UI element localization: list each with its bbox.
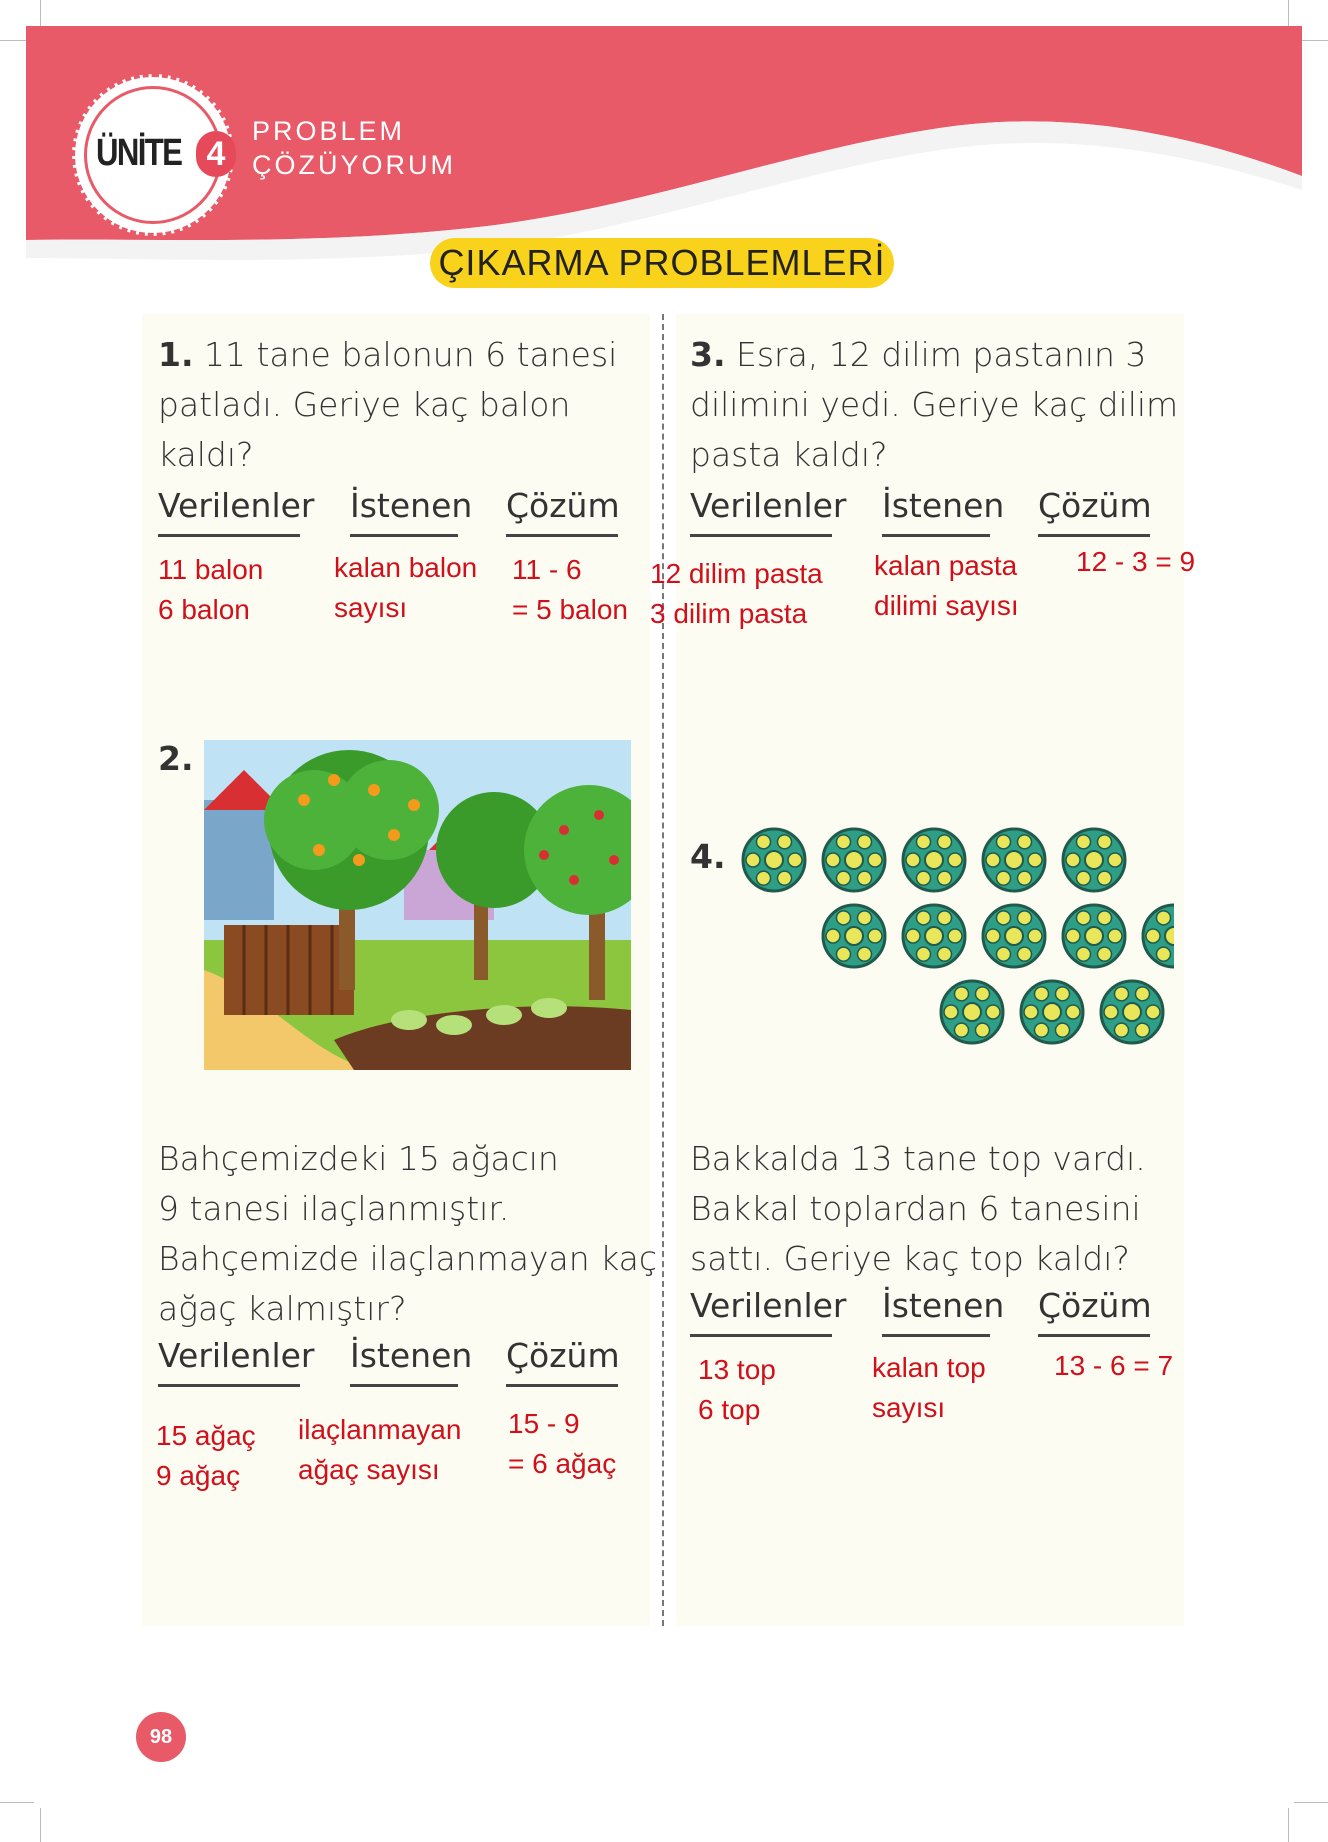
given-underline	[158, 534, 300, 537]
answer-line: ağaç sayısı	[298, 1454, 440, 1485]
asked-underline	[350, 534, 458, 537]
asked-header: İstenen	[882, 1286, 1005, 1325]
problem-4-number	[690, 832, 726, 882]
given-underline	[690, 534, 832, 537]
answer-line: = 6 ağaç	[508, 1448, 617, 1479]
ball-icon	[743, 829, 805, 891]
problem-line: dilimini yedi. Geriye kaç dilim	[690, 385, 1179, 424]
problem-number: 2.	[158, 739, 194, 778]
solution-underline	[1038, 534, 1150, 537]
given-underline	[690, 1334, 832, 1337]
answer-line: ilaçlanmayan	[298, 1414, 462, 1445]
problem-3-text	[690, 330, 1178, 480]
problem-line: 11 tane balonun 6 tanesi	[204, 335, 618, 374]
ball-icon	[1101, 981, 1163, 1043]
ball-icon	[903, 905, 965, 967]
answer-line: 13 top	[698, 1354, 776, 1385]
crop-mark	[40, 1808, 41, 1842]
ball-icon	[983, 829, 1045, 891]
solution-header: Çözüm	[1038, 1286, 1152, 1325]
ball-icon	[1063, 829, 1125, 891]
answer-line: 13 - 6 = 7	[1054, 1350, 1174, 1381]
asked-underline	[882, 1334, 990, 1337]
problem-3-asked	[874, 546, 1019, 626]
problem-2-given	[156, 1416, 256, 1496]
crop-mark	[0, 1802, 34, 1803]
problem-3-given	[650, 554, 823, 634]
solution-header: Çözüm	[506, 486, 620, 525]
column-divider	[662, 314, 664, 1626]
given-header: Verilenler	[158, 1336, 315, 1375]
answer-line: 11 balon	[158, 554, 264, 585]
answer-line: kalan balon	[334, 552, 478, 583]
ball-icon	[823, 829, 885, 891]
problem-2-asked	[298, 1410, 461, 1490]
solution-underline	[506, 1384, 618, 1387]
solution-header: Çözüm	[1038, 486, 1152, 525]
problem-2-solution	[508, 1404, 616, 1484]
problem-line: Bakkal toplardan 6 tanesini	[690, 1189, 1141, 1228]
garden-illustration	[204, 740, 631, 1070]
answer-line: 6 top	[698, 1394, 761, 1425]
unit-number: 4	[196, 131, 236, 177]
problem-1-text	[158, 330, 617, 480]
answer-line: 12 - 3 = 9	[1076, 546, 1196, 577]
given-header: Verilenler	[690, 1286, 847, 1325]
crop-mark	[1294, 1802, 1328, 1803]
problem-line: pasta kaldı?	[690, 435, 888, 474]
problem-line: patladı. Geriye kaç balon	[158, 385, 571, 424]
answer-line: dilimi sayısı	[874, 590, 1019, 621]
problem-line: ağaç kalmıştır?	[158, 1289, 407, 1328]
problem-1-asked	[334, 548, 477, 628]
given-header: Verilenler	[158, 486, 315, 525]
solution-underline	[506, 534, 618, 537]
answer-line: kalan pasta	[874, 550, 1018, 581]
problem-2-number	[158, 734, 194, 784]
problem-number: 1.	[158, 335, 194, 374]
problem-line: sattı. Geriye kaç top kaldı?	[690, 1239, 1130, 1278]
given-header: Verilenler	[690, 486, 847, 525]
answer-line: 6 balon	[158, 594, 250, 625]
problem-line: Bahçemizde ilaçlanmayan kaç	[158, 1239, 657, 1278]
problem-line: Bakkalda 13 tane top vardı.	[690, 1139, 1146, 1178]
page-number: 98	[136, 1712, 186, 1762]
problem-3-solution	[1076, 542, 1195, 582]
answer-line: = 5 balon	[512, 594, 628, 625]
solution-header: Çözüm	[506, 1336, 620, 1375]
page-title: ÇIKARMA PROBLEMLERİ	[438, 242, 886, 283]
problem-4-given	[698, 1350, 776, 1430]
chapter-title-line2: ÇÖZÜYORUM	[252, 150, 456, 180]
crop-mark	[1288, 1808, 1289, 1842]
answer-line: 3 dilim pasta	[650, 598, 808, 629]
ball-icon	[1143, 905, 1174, 967]
asked-header: İstenen	[350, 486, 473, 525]
problem-1-given	[158, 550, 263, 630]
ball-icon	[941, 981, 1003, 1043]
problem-2-text	[158, 1134, 657, 1334]
problem-4-asked	[872, 1348, 986, 1428]
given-underline	[158, 1384, 300, 1387]
unit-label: ÜNİTE	[96, 132, 182, 174]
ball-icon	[1063, 905, 1125, 967]
solution-underline	[1038, 1334, 1150, 1337]
answer-line: 12 dilim pasta	[650, 558, 823, 589]
ball-icon	[823, 905, 885, 967]
chapter-title-line1: PROBLEM	[252, 116, 406, 146]
answer-line: 15 - 9	[508, 1408, 580, 1439]
problem-4-text	[690, 1134, 1146, 1284]
answer-line: kalan top	[872, 1352, 986, 1383]
problem-line: Bahçemizdeki 15 ağacın	[158, 1139, 559, 1178]
asked-header: İstenen	[882, 486, 1005, 525]
ball-icon	[903, 829, 965, 891]
problem-number: 3.	[690, 335, 726, 374]
answer-line: 9 ağaç	[156, 1460, 241, 1491]
problem-1-solution	[512, 550, 628, 630]
ball-icon	[983, 905, 1045, 967]
answer-line: 15 ağaç	[156, 1420, 256, 1451]
problem-number: 4.	[690, 837, 726, 876]
answer-line: sayısı	[334, 592, 408, 623]
answer-line: sayısı	[872, 1392, 946, 1423]
problem-line: kaldı?	[158, 435, 254, 474]
asked-underline	[882, 534, 990, 537]
chapter-title	[252, 114, 456, 182]
answer-line: 11 - 6	[512, 554, 582, 585]
balls-illustration	[734, 820, 1174, 1060]
asked-underline	[350, 1384, 458, 1387]
problem-line: Esra, 12 dilim pastanın 3	[736, 335, 1147, 374]
problem-line: 9 tanesi ilaçlanmıştır.	[158, 1189, 510, 1228]
ball-icon	[1021, 981, 1083, 1043]
asked-header: İstenen	[350, 1336, 473, 1375]
problem-4-solution	[1054, 1346, 1173, 1386]
